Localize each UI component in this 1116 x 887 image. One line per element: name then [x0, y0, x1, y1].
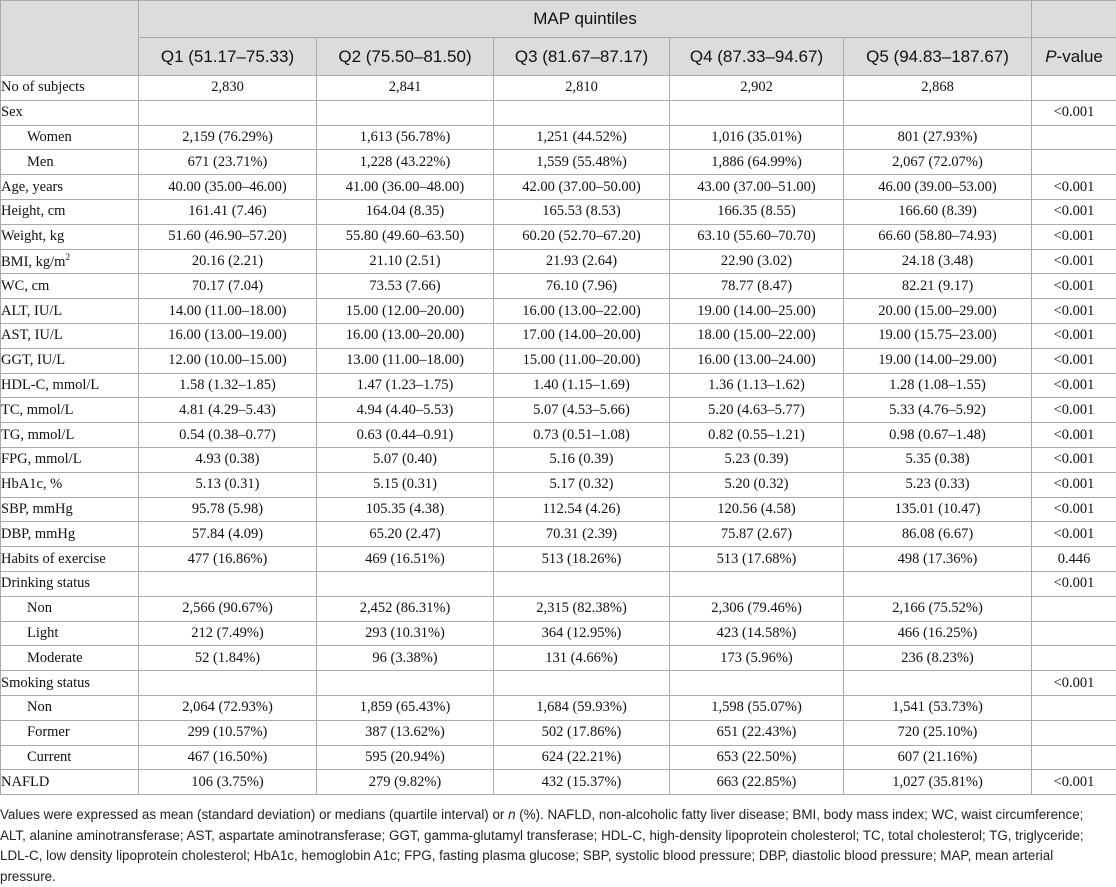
map-quintiles-heading: MAP quintiles — [139, 1, 1032, 38]
table-row — [1, 596, 1116, 621]
pvalue-cell: <0.001 — [1032, 323, 1116, 348]
table-row — [1, 100, 1116, 125]
pvalue-cell: <0.001 — [1032, 249, 1116, 274]
value-cell-q4: 19.00 (14.00–25.00) — [670, 299, 844, 324]
row-label-cell — [1, 125, 139, 150]
table-row — [1, 224, 1116, 249]
pvalue-cell: <0.001 — [1032, 224, 1116, 249]
row-label: TC, mmol/L — [1, 402, 74, 418]
value-cell-q5: 5.23 (0.33) — [844, 472, 1032, 497]
row-label-cell — [1, 224, 139, 249]
pvalue-cell: <0.001 — [1032, 497, 1116, 522]
value-cell-q5: 46.00 (39.00–53.00) — [844, 175, 1032, 200]
pvalue-cell — [1032, 621, 1116, 646]
value-cell-q4: 1,016 (35.01%) — [670, 125, 844, 150]
value-cell-q3: 112.54 (4.26) — [494, 497, 670, 522]
value-cell-q1: 2,830 — [139, 76, 317, 101]
table-row — [1, 299, 1116, 324]
value-cell-q2: 65.20 (2.47) — [317, 522, 494, 547]
row-label: TG, mmol/L — [1, 427, 74, 443]
value-cell-q4: 18.00 (15.00–22.00) — [670, 323, 844, 348]
row-label: SBP, mmHg — [1, 501, 73, 517]
row-label: WC, cm — [1, 278, 49, 294]
value-cell-q3: 1,251 (44.52%) — [494, 125, 670, 150]
value-cell-q2: 13.00 (11.00–18.00) — [317, 348, 494, 373]
row-label-cell — [1, 150, 139, 175]
value-cell-q3: 2,315 (82.38%) — [494, 596, 670, 621]
value-cell-q2: 2,841 — [317, 76, 494, 101]
value-cell-q5: 2,166 (75.52%) — [844, 596, 1032, 621]
value-cell-q3: 624 (22.21%) — [494, 745, 670, 770]
value-cell-q3: 0.73 (0.51–1.08) — [494, 423, 670, 448]
value-cell-q2: 293 (10.31%) — [317, 621, 494, 646]
value-cell-q5: 2,067 (72.07%) — [844, 150, 1032, 175]
value-cell-q1: 2,064 (72.93%) — [139, 695, 317, 720]
value-cell-q2: 1.47 (1.23–1.75) — [317, 373, 494, 398]
value-cell-q4: 78.77 (8.47) — [670, 274, 844, 299]
value-cell-q5: 86.08 (6.67) — [844, 522, 1032, 547]
pvalue-cell: <0.001 — [1032, 423, 1116, 448]
pvalue-cell: <0.001 — [1032, 447, 1116, 472]
value-cell-q3: 42.00 (37.00–50.00) — [494, 175, 670, 200]
value-cell-q2: 41.00 (36.00–48.00) — [317, 175, 494, 200]
value-cell-q2: 5.07 (0.40) — [317, 447, 494, 472]
row-label-cell — [1, 274, 139, 299]
value-cell-q5: 66.60 (58.80–74.93) — [844, 224, 1032, 249]
pvalue-cell: <0.001 — [1032, 373, 1116, 398]
row-label: DBP, mmHg — [1, 526, 75, 542]
value-cell-q5: 607 (21.16%) — [844, 745, 1032, 770]
value-cell-q5: 19.00 (14.00–29.00) — [844, 348, 1032, 373]
value-cell-q4: 0.82 (0.55–1.21) — [670, 423, 844, 448]
table-row — [1, 274, 1116, 299]
pvalue-italic-p: P — [1045, 47, 1056, 66]
row-label: HbA1c, % — [1, 476, 62, 492]
value-cell-q1: 57.84 (4.09) — [139, 522, 317, 547]
table-row — [1, 423, 1116, 448]
value-cell-q4: 1,886 (64.99%) — [670, 150, 844, 175]
value-cell-q1: 52 (1.84%) — [139, 646, 317, 671]
value-cell-q4: 22.90 (3.02) — [670, 249, 844, 274]
value-cell-q3: 1.40 (1.15–1.69) — [494, 373, 670, 398]
row-label: Light — [27, 625, 58, 641]
value-cell-q2: 1,859 (65.43%) — [317, 695, 494, 720]
pvalue-cell — [1032, 150, 1116, 175]
row-label: FPG, mmol/L — [1, 451, 82, 467]
value-cell-q3: 502 (17.86%) — [494, 720, 670, 745]
pvalue-cell: <0.001 — [1032, 348, 1116, 373]
table-row — [1, 695, 1116, 720]
value-cell-q3 — [494, 571, 670, 596]
value-cell-q1: 16.00 (13.00–19.00) — [139, 323, 317, 348]
value-cell-q4: 1,598 (55.07%) — [670, 695, 844, 720]
row-label: Sex — [1, 104, 23, 120]
value-cell-q4: 5.20 (4.63–5.77) — [670, 398, 844, 423]
table-footnote — [0, 805, 1108, 887]
value-cell-q4: 120.56 (4.58) — [670, 497, 844, 522]
pvalue-cell: 0.446 — [1032, 547, 1116, 572]
row-label-cell — [1, 423, 139, 448]
value-cell-q5: 24.18 (3.48) — [844, 249, 1032, 274]
pvalue-cell — [1032, 596, 1116, 621]
row-label-cell — [1, 522, 139, 547]
value-cell-q2: 5.15 (0.31) — [317, 472, 494, 497]
table-row — [1, 348, 1116, 373]
value-cell-q2: 96 (3.38%) — [317, 646, 494, 671]
value-cell-q3: 5.07 (4.53–5.66) — [494, 398, 670, 423]
value-cell-q1: 477 (16.86%) — [139, 547, 317, 572]
row-label-cell — [1, 745, 139, 770]
pvalue-cell — [1032, 646, 1116, 671]
value-cell-q2: 387 (13.62%) — [317, 720, 494, 745]
pvalue-cell: <0.001 — [1032, 274, 1116, 299]
row-label: Moderate — [27, 650, 83, 666]
table-row — [1, 497, 1116, 522]
row-label: GGT, IU/L — [1, 352, 65, 368]
value-cell-q1: 95.78 (5.98) — [139, 497, 317, 522]
value-cell-q2 — [317, 671, 494, 696]
table-row — [1, 373, 1116, 398]
value-cell-q1: 671 (23.71%) — [139, 150, 317, 175]
column-header-pvalue — [1032, 38, 1116, 76]
value-cell-q3: 16.00 (13.00–22.00) — [494, 299, 670, 324]
value-cell-q4 — [670, 571, 844, 596]
pvalue-cell — [1032, 695, 1116, 720]
value-cell-q5: 801 (27.93%) — [844, 125, 1032, 150]
value-cell-q2: 73.53 (7.66) — [317, 274, 494, 299]
pvalue-cell: <0.001 — [1032, 571, 1116, 596]
row-label-cell — [1, 621, 139, 646]
row-label: Former — [27, 724, 70, 740]
value-cell-q5: 466 (16.25%) — [844, 621, 1032, 646]
row-label: Women — [27, 129, 72, 145]
table-row — [1, 770, 1116, 795]
row-label-cell — [1, 348, 139, 373]
value-cell-q1: 20.16 (2.21) — [139, 249, 317, 274]
table-row — [1, 472, 1116, 497]
value-cell-q4: 5.23 (0.39) — [670, 447, 844, 472]
pvalue-cell: <0.001 — [1032, 522, 1116, 547]
row-label: BMI, kg/m — [1, 254, 65, 270]
row-label-cell — [1, 695, 139, 720]
value-cell-q4: 663 (22.85%) — [670, 770, 844, 795]
table-row — [1, 398, 1116, 423]
value-cell-q1 — [139, 571, 317, 596]
pvalue-cell: <0.001 — [1032, 100, 1116, 125]
value-cell-q4 — [670, 671, 844, 696]
table-row — [1, 447, 1116, 472]
row-label: Non — [27, 600, 52, 616]
row-label: Height, cm — [1, 203, 65, 219]
table-row — [1, 720, 1116, 745]
pvalue-cell: <0.001 — [1032, 472, 1116, 497]
row-label-cell — [1, 646, 139, 671]
pvalue-cell — [1032, 125, 1116, 150]
value-cell-q1: 212 (7.49%) — [139, 621, 317, 646]
value-cell-q1: 2,159 (76.29%) — [139, 125, 317, 150]
table-row — [1, 547, 1116, 572]
row-label-cell — [1, 100, 139, 125]
value-cell-q5: 2,868 — [844, 76, 1032, 101]
value-cell-q1: 12.00 (10.00–15.00) — [139, 348, 317, 373]
value-cell-q3 — [494, 671, 670, 696]
row-label: ALT, IU/L — [1, 303, 62, 319]
value-cell-q5: 720 (25.10%) — [844, 720, 1032, 745]
value-cell-q4: 2,306 (79.46%) — [670, 596, 844, 621]
value-cell-q2: 55.80 (49.60–63.50) — [317, 224, 494, 249]
value-cell-q4: 2,902 — [670, 76, 844, 101]
pvalue-cell: <0.001 — [1032, 199, 1116, 224]
row-label-cell — [1, 671, 139, 696]
row-label-cell — [1, 249, 139, 274]
value-cell-q4: 173 (5.96%) — [670, 646, 844, 671]
footnote-part1: Values were expressed as mean (standard deviation) or medians (quartile interval) or — [0, 807, 508, 822]
value-cell-q1: 0.54 (0.38–0.77) — [139, 423, 317, 448]
pvalue-spacer-cell — [1032, 1, 1116, 38]
pvalue-cell: <0.001 — [1032, 398, 1116, 423]
value-cell-q1: 106 (3.75%) — [139, 770, 317, 795]
row-label-cell — [1, 175, 139, 200]
table-row — [1, 522, 1116, 547]
value-cell-q2: 469 (16.51%) — [317, 547, 494, 572]
pvalue-cell: <0.001 — [1032, 299, 1116, 324]
value-cell-q3: 70.31 (2.39) — [494, 522, 670, 547]
pvalue-cell — [1032, 745, 1116, 770]
value-cell-q5 — [844, 571, 1032, 596]
value-cell-q3: 432 (15.37%) — [494, 770, 670, 795]
row-label: Drinking status — [1, 575, 90, 591]
row-label-cell — [1, 770, 139, 795]
row-label-cell — [1, 299, 139, 324]
footnote-italic-n: n — [508, 807, 515, 822]
row-label: Age, years — [1, 179, 63, 195]
value-cell-q2 — [317, 571, 494, 596]
value-cell-q1: 4.93 (0.38) — [139, 447, 317, 472]
row-label-superscript: 2 — [65, 252, 70, 262]
row-label: Men — [27, 154, 54, 170]
value-cell-q3: 165.53 (8.53) — [494, 199, 670, 224]
value-cell-q3: 17.00 (14.00–20.00) — [494, 323, 670, 348]
value-cell-q1 — [139, 671, 317, 696]
value-cell-q3: 1,559 (55.48%) — [494, 150, 670, 175]
value-cell-q5: 1.28 (1.08–1.55) — [844, 373, 1032, 398]
table-body — [1, 76, 1116, 795]
value-cell-q5: 5.33 (4.76–5.92) — [844, 398, 1032, 423]
pvalue-cell: <0.001 — [1032, 770, 1116, 795]
column-header-q2: Q2 (75.50–81.50) — [317, 38, 494, 76]
value-cell-q2: 4.94 (4.40–5.53) — [317, 398, 494, 423]
table-header — [1, 1, 1116, 76]
value-cell-q3: 5.16 (0.39) — [494, 447, 670, 472]
table-row — [1, 323, 1116, 348]
column-header-q1: Q1 (51.17–75.33) — [139, 38, 317, 76]
value-cell-q4: 651 (22.43%) — [670, 720, 844, 745]
row-label: Non — [27, 699, 52, 715]
table-row — [1, 621, 1116, 646]
row-label-cell — [1, 547, 139, 572]
row-label-cell — [1, 720, 139, 745]
value-cell-q3 — [494, 100, 670, 125]
row-label: No of subjects — [1, 79, 85, 95]
pvalue-cell — [1032, 76, 1116, 101]
value-cell-q4 — [670, 100, 844, 125]
value-cell-q4: 16.00 (13.00–24.00) — [670, 348, 844, 373]
value-cell-q2: 164.04 (8.35) — [317, 199, 494, 224]
row-label-cell — [1, 373, 139, 398]
value-cell-q2: 1,613 (56.78%) — [317, 125, 494, 150]
value-cell-q1: 40.00 (35.00–46.00) — [139, 175, 317, 200]
value-cell-q1 — [139, 100, 317, 125]
value-cell-q5: 1,541 (53.73%) — [844, 695, 1032, 720]
value-cell-q2: 15.00 (12.00–20.00) — [317, 299, 494, 324]
table-row — [1, 249, 1116, 274]
pvalue-suffix: -value — [1057, 47, 1103, 66]
value-cell-q1: 1.58 (1.32–1.85) — [139, 373, 317, 398]
row-label-cell — [1, 497, 139, 522]
value-cell-q1: 5.13 (0.31) — [139, 472, 317, 497]
table-row — [1, 671, 1116, 696]
value-cell-q2: 16.00 (13.00–20.00) — [317, 323, 494, 348]
value-cell-q3: 15.00 (11.00–20.00) — [494, 348, 670, 373]
table-row — [1, 745, 1116, 770]
value-cell-q4: 5.20 (0.32) — [670, 472, 844, 497]
value-cell-q5: 166.60 (8.39) — [844, 199, 1032, 224]
pvalue-cell: <0.001 — [1032, 175, 1116, 200]
row-label: Smoking status — [1, 675, 90, 691]
value-cell-q2: 0.63 (0.44–0.91) — [317, 423, 494, 448]
value-cell-q5 — [844, 100, 1032, 125]
value-cell-q5: 135.01 (10.47) — [844, 497, 1032, 522]
value-cell-q5: 498 (17.36%) — [844, 547, 1032, 572]
value-cell-q2: 595 (20.94%) — [317, 745, 494, 770]
row-label-cell — [1, 398, 139, 423]
row-label-cell — [1, 323, 139, 348]
row-label-cell — [1, 571, 139, 596]
value-cell-q5: 82.21 (9.17) — [844, 274, 1032, 299]
value-cell-q3: 1,684 (59.93%) — [494, 695, 670, 720]
value-cell-q3: 364 (12.95%) — [494, 621, 670, 646]
row-label: Habits of exercise — [1, 551, 106, 567]
value-cell-q1: 161.41 (7.46) — [139, 199, 317, 224]
header-row-columns — [1, 38, 1116, 76]
table-row — [1, 150, 1116, 175]
value-cell-q1: 14.00 (11.00–18.00) — [139, 299, 317, 324]
value-cell-q2: 1,228 (43.22%) — [317, 150, 494, 175]
value-cell-q4: 43.00 (37.00–51.00) — [670, 175, 844, 200]
row-label: AST, IU/L — [1, 327, 63, 343]
column-header-q5: Q5 (94.83–187.67) — [844, 38, 1032, 76]
value-cell-q4: 75.87 (2.67) — [670, 522, 844, 547]
value-cell-q3: 513 (18.26%) — [494, 547, 670, 572]
value-cell-q3: 76.10 (7.96) — [494, 274, 670, 299]
header-row-group — [1, 1, 1116, 38]
value-cell-q3: 131 (4.66%) — [494, 646, 670, 671]
row-label-cell — [1, 199, 139, 224]
row-label: NAFLD — [1, 774, 49, 790]
value-cell-q1: 299 (10.57%) — [139, 720, 317, 745]
pvalue-cell — [1032, 720, 1116, 745]
column-header-q3: Q3 (81.67–87.17) — [494, 38, 670, 76]
value-cell-q2: 105.35 (4.38) — [317, 497, 494, 522]
value-cell-q4: 423 (14.58%) — [670, 621, 844, 646]
row-label: Weight, kg — [1, 228, 64, 244]
value-cell-q5: 0.98 (0.67–1.48) — [844, 423, 1032, 448]
value-cell-q4: 653 (22.50%) — [670, 745, 844, 770]
value-cell-q2: 279 (9.82%) — [317, 770, 494, 795]
table-row — [1, 571, 1116, 596]
row-label-cell — [1, 447, 139, 472]
table-row — [1, 76, 1116, 101]
table-row — [1, 125, 1116, 150]
value-cell-q3: 2,810 — [494, 76, 670, 101]
footnote-part2: (%). NAFLD, non-alcoholic fatty liver disease; BMI, body mass index; WC, waist circumference; ALT, alanine aminotransferase; AST, aspartate aminotransferase; GGT, gamma-glutamyl transferase; HDL-C, high-density lipoprotein cholesterol; TC, total cholesterol; TG, triglyceride; LDL-C, low density lipoprotein cholesterol; HbA1c, hemoglobin A1c; FPG, fasting plasma glucose; SBP, systolic blood pressure; DBP, diastolic blood pressure; MAP, mean arterial pressure. — [0, 807, 1084, 884]
value-cell-q2: 2,452 (86.31%) — [317, 596, 494, 621]
value-cell-q3: 21.93 (2.64) — [494, 249, 670, 274]
value-cell-q3: 60.20 (52.70–67.20) — [494, 224, 670, 249]
value-cell-q1: 4.81 (4.29–5.43) — [139, 398, 317, 423]
corner-cell — [1, 1, 139, 76]
value-cell-q5: 236 (8.23%) — [844, 646, 1032, 671]
value-cell-q1: 2,566 (90.67%) — [139, 596, 317, 621]
pvalue-cell: <0.001 — [1032, 671, 1116, 696]
row-label: HDL-C, mmol/L — [1, 377, 99, 393]
value-cell-q4: 166.35 (8.55) — [670, 199, 844, 224]
value-cell-q5: 19.00 (15.75–23.00) — [844, 323, 1032, 348]
value-cell-q5: 1,027 (35.81%) — [844, 770, 1032, 795]
value-cell-q2 — [317, 100, 494, 125]
value-cell-q3: 5.17 (0.32) — [494, 472, 670, 497]
value-cell-q2: 21.10 (2.51) — [317, 249, 494, 274]
value-cell-q1: 70.17 (7.04) — [139, 274, 317, 299]
table-row — [1, 175, 1116, 200]
column-header-q4: Q4 (87.33–94.67) — [670, 38, 844, 76]
value-cell-q1: 51.60 (46.90–57.20) — [139, 224, 317, 249]
table-row — [1, 199, 1116, 224]
row-label: Current — [27, 749, 71, 765]
row-label-cell — [1, 76, 139, 101]
value-cell-q5: 5.35 (0.38) — [844, 447, 1032, 472]
row-label-cell — [1, 596, 139, 621]
value-cell-q4: 63.10 (55.60–70.70) — [670, 224, 844, 249]
row-label-cell — [1, 472, 139, 497]
table-row — [1, 646, 1116, 671]
value-cell-q4: 513 (17.68%) — [670, 547, 844, 572]
value-cell-q1: 467 (16.50%) — [139, 745, 317, 770]
value-cell-q5: 20.00 (15.00–29.00) — [844, 299, 1032, 324]
value-cell-q4: 1.36 (1.13–1.62) — [670, 373, 844, 398]
value-cell-q5 — [844, 671, 1032, 696]
